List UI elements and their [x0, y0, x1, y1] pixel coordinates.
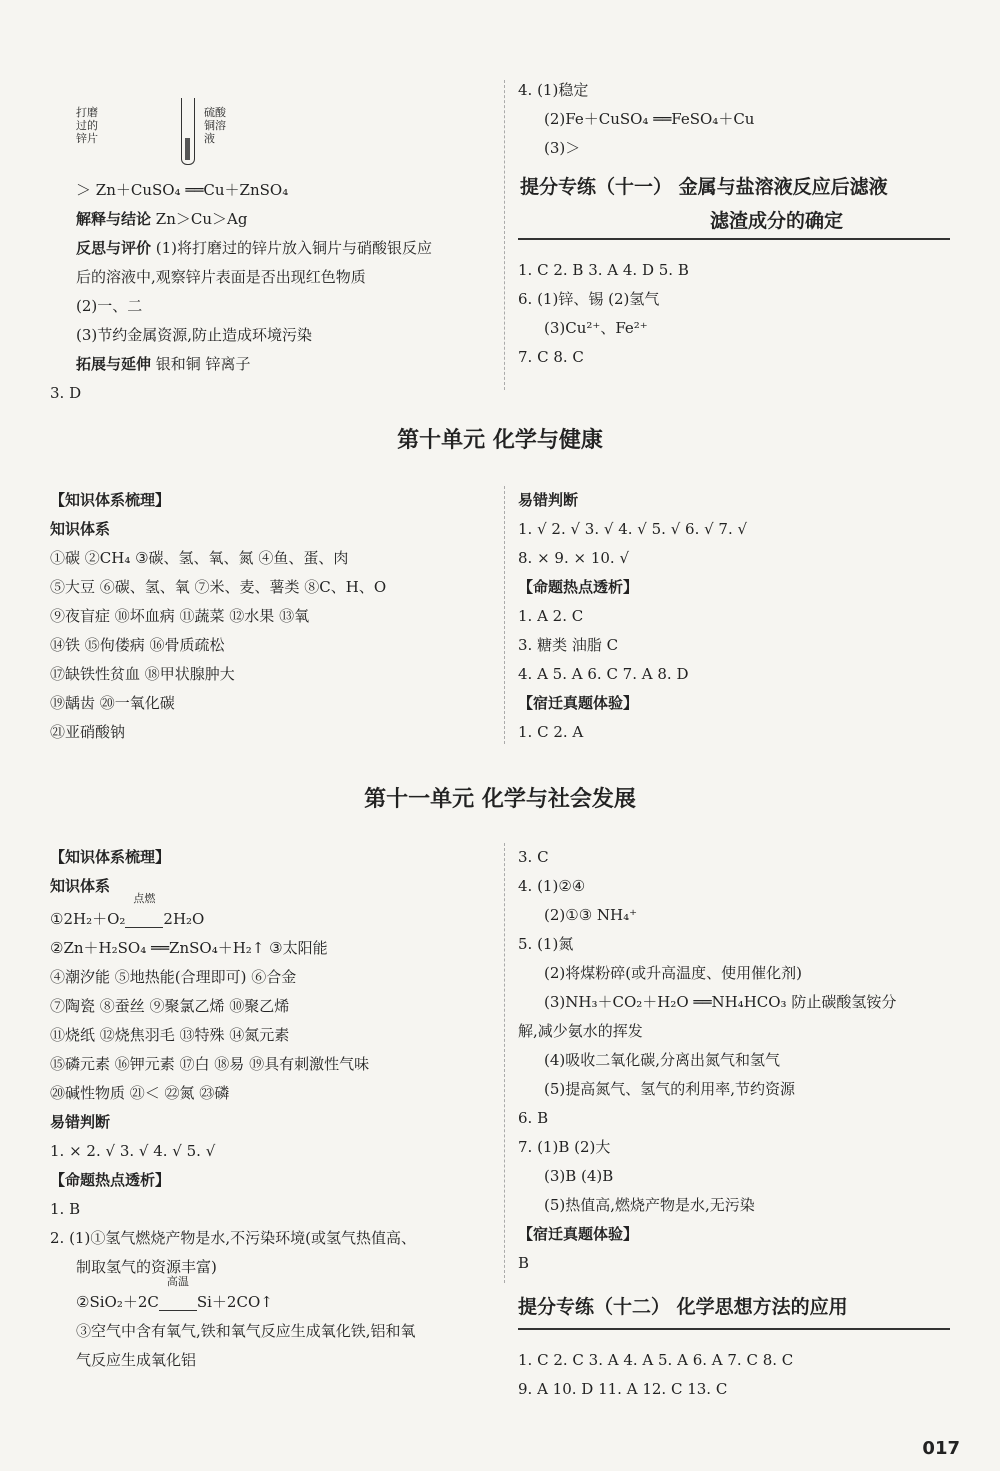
- section-heading: 易错判断: [50, 1113, 111, 1131]
- special-12-answers: [518, 1346, 968, 1404]
- knowledge-line: ⑮磷元素 ⑯钾元素 ⑰白 ⑱易 ⑲具有刺激性气味: [50, 1055, 370, 1073]
- equation-line: ②SiO₂＋2C 高温 Si＋2CO↑: [76, 1275, 273, 1311]
- knowledge-line: ⑤大豆 ⑥碳、氢、氧 ⑦米、麦、薯类 ⑧C、H、O: [50, 578, 387, 596]
- section-heading: 【宿迁真题体验】: [518, 1225, 639, 1243]
- copper-sulfate-label: 硫酸 铜溶 液: [204, 106, 226, 145]
- answer-line: (4)吸收二氧化碳,分离出氮气和氢气: [544, 1051, 781, 1069]
- section-subheading: 知识体系: [50, 520, 111, 538]
- answer-line: 1. A 2. C: [518, 607, 584, 625]
- knowledge-line: ㉑亚硝酸钠: [50, 723, 126, 741]
- knowledge-line: ⑲龋齿 ⑳一氧化碳: [50, 694, 175, 712]
- answer-line: 气反应生成氧化铝: [76, 1351, 197, 1369]
- section-heading: 【命题热点透析】: [50, 1171, 171, 1189]
- answer-line: 1. C 2. A: [518, 723, 584, 741]
- unit-10-right: [518, 486, 958, 747]
- knowledge-line: ④潮汐能 ⑤地热能(合理即可) ⑥合金: [50, 968, 297, 986]
- answer-line: 8. × 9. × 10. √: [518, 549, 630, 567]
- equation-line: ①2H₂＋O₂ 点燃 2H₂O: [50, 892, 205, 928]
- answer-line: 1. B: [50, 1200, 81, 1218]
- knowledge-line: ⑳碱性物质 ㉑＜ ㉒氮 ㉓磷: [50, 1084, 230, 1102]
- knowledge-line: ⑪烧纸 ⑫烧焦羽毛 ⑬特殊 ⑭氮元素: [50, 1026, 290, 1044]
- section-heading: 【知识体系梳理】: [50, 848, 171, 866]
- zinc-strip-label: 打磨 过的 锌片: [76, 106, 98, 145]
- reaction-line: ＞ Zn＋CuSO₄ ══Cu＋ZnSO₄: [76, 181, 289, 199]
- answer-line: 7. C 8. C: [518, 348, 584, 366]
- answer-line: (2)将煤粉碎(或升高温度、使用催化剂): [544, 964, 802, 982]
- column-divider: [504, 80, 505, 390]
- answer-line: 4. (1)②④: [518, 877, 586, 895]
- answer-line: 3. C: [518, 848, 549, 866]
- reflection-line: 反思与评价 (1)将打磨过的锌片放入铜片与硝酸银反应: [76, 239, 433, 257]
- answer-line: (2)一、二: [76, 297, 143, 315]
- knowledge-line: ②Zn＋H₂SO₄ ══ZnSO₄＋H₂↑ ③太阳能: [50, 939, 328, 957]
- answer-line: (2)Fe＋CuSO₄ ══FeSO₄＋Cu: [544, 110, 755, 128]
- left-top-column: [50, 98, 496, 408]
- special-practice-12-title: 提分专练（十二） 化学思想方法的应用: [518, 1296, 848, 1318]
- answer-line: (3)B (4)B: [544, 1167, 614, 1185]
- answer-line: (5)热值高,燃烧产物是水,无污染: [544, 1196, 755, 1214]
- answer-line: 制取氢气的资源丰富): [76, 1258, 217, 1276]
- answer-line: 9. A 10. D 11. A 12. C 13. C: [518, 1380, 728, 1398]
- answer-line: 2. (1)①氢气燃烧产物是水,不污染环境(或氢气热值高、: [50, 1229, 416, 1247]
- section-heading: 【知识体系梳理】: [50, 491, 171, 509]
- reaction-condition: 点燃: [133, 892, 156, 905]
- reaction-condition: 高温: [166, 1275, 189, 1288]
- answer-line: 5. (1)氮: [518, 935, 574, 953]
- special-practice-11-title: 提分专练（十一） 金属与盐溶液反应后滤液: [520, 176, 888, 198]
- unit-11-left: [50, 843, 500, 1375]
- knowledge-line: ⑰缺铁性贫血 ⑱甲状腺肿大: [50, 665, 235, 683]
- answer-line: 6. B: [518, 1109, 549, 1127]
- answer-line: 4. (1)稳定: [518, 81, 589, 99]
- conclusion-line: 解释与结论 Zn＞Cu＞Ag: [76, 210, 248, 228]
- answer-line: B: [518, 1254, 530, 1272]
- page-number: 017: [922, 1438, 960, 1459]
- right-top-column: [518, 76, 958, 163]
- answer-line: 1. × 2. √ 3. √ 4. √ 5. √: [50, 1142, 216, 1160]
- unit-10-left: [50, 486, 490, 747]
- special-practice-11-subtitle: 滤渣成分的确定: [710, 210, 844, 232]
- answer-line: 1. C 2. C 3. A 4. A 5. A 6. A 7. C 8. C: [518, 1351, 794, 1369]
- reflection-line-2: 后的溶液中,观察锌片表面是否出现红色物质: [76, 268, 366, 286]
- knowledge-line: ⑦陶瓷 ⑧蚕丝 ⑨聚氯乙烯 ⑩聚乙烯: [50, 997, 290, 1015]
- title-rule: [518, 1328, 950, 1330]
- zinc-strip-icon: [185, 138, 190, 160]
- answer-line: 4. A 5. A 6. C 7. A 8. D: [518, 665, 689, 683]
- section-heading: 【命题热点透析】: [518, 578, 639, 596]
- answer-line: (3)NH₃＋CO₂＋H₂O ══NH₄HCO₃ 防止碳酸氢铵分: [544, 993, 897, 1011]
- answer-line: (3)＞: [544, 139, 581, 157]
- answer-line: (5)提高氮气、氢气的利用率,节约资源: [544, 1080, 796, 1098]
- unit-10-title: 第十单元 化学与健康: [397, 428, 603, 453]
- knowledge-line: ⑨夜盲症 ⑩坏血病 ⑪蔬菜 ⑫水果 ⑬氧: [50, 607, 310, 625]
- extension-line: 拓展与延伸 银和铜 锌离子: [76, 355, 251, 373]
- knowledge-line: ⑭铁 ⑮佝偻病 ⑯骨质疏松: [50, 636, 225, 654]
- answer-line: 1. √ 2. √ 3. √ 4. √ 5. √ 6. √ 7. √: [518, 520, 748, 538]
- answer-line: 6. (1)锌、锡 (2)氢气: [518, 290, 660, 308]
- column-divider: [504, 843, 505, 1283]
- special-11-answers: [518, 256, 958, 372]
- title-rule: [518, 238, 950, 240]
- column-divider: [504, 486, 505, 744]
- answer-line: 7. (1)B (2)大: [518, 1138, 611, 1156]
- knowledge-line: ①碳 ②CH₄ ③碳、氢、氧、氮 ④鱼、蛋、肉: [50, 549, 349, 567]
- unit-11-title: 第十一单元 化学与社会发展: [364, 787, 636, 812]
- unit-11-right: [518, 843, 958, 1278]
- answer-line: (3)节约金属资源,防止造成环境污染: [76, 326, 313, 344]
- section-subheading: 知识体系: [50, 877, 111, 895]
- answer-line: 3. 糖类 油脂 C: [518, 636, 619, 654]
- answer-line: 解,减少氨水的挥发: [518, 1022, 643, 1040]
- answer-line: (2)①③ NH₄⁺: [544, 906, 638, 924]
- section-heading: 易错判断: [518, 491, 579, 509]
- answer-line: (3)Cu²⁺、Fe²⁺: [544, 319, 648, 337]
- answer-line: ③空气中含有氧气,铁和氧气反应生成氧化铁,铝和氧: [76, 1322, 416, 1340]
- answer-line: 3. D: [50, 384, 82, 402]
- answer-line: 1. C 2. B 3. A 4. D 5. B: [518, 261, 689, 279]
- test-tube-diagram: [76, 98, 496, 176]
- section-heading: 【宿迁真题体验】: [518, 694, 639, 712]
